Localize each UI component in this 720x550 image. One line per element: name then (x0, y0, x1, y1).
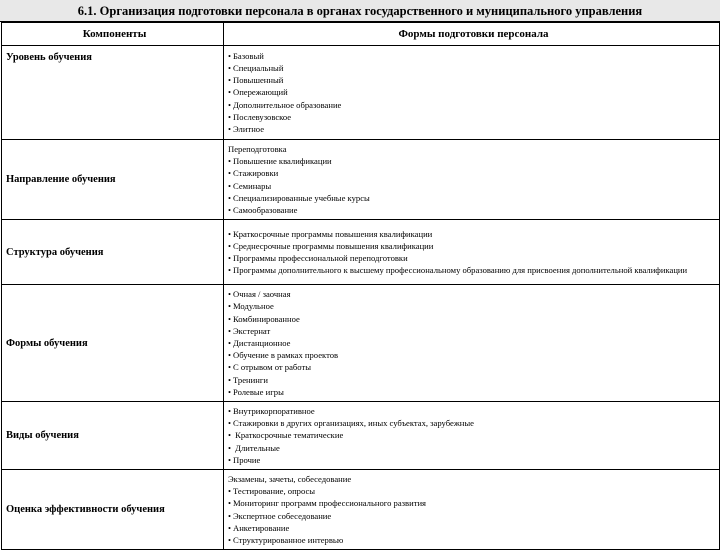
page-title: 6.1. Организация подготовки персонала в органах государственного и муниципального управления (0, 0, 720, 22)
list-item-text: Программы дополнительного к высшему профессиональному образованию для присвоения дополнительной квалификации (233, 265, 688, 276)
header-forms: Формы подготовки персонала (224, 23, 720, 46)
list-item-text: Мониторинг программ профессионального развития (233, 498, 427, 509)
list-item-text: Среднесрочные программы повышения квалификации (233, 241, 434, 252)
list-item-text: Семинары (233, 180, 272, 191)
table-row (2, 46, 720, 140)
list-item (228, 123, 719, 135)
list-item (228, 111, 719, 123)
list-item (228, 240, 719, 252)
list-item (228, 522, 719, 534)
table-row (2, 220, 720, 285)
training-forms-table (1, 22, 720, 550)
list-item (228, 288, 719, 300)
list-item (228, 454, 719, 466)
list-item (228, 264, 719, 276)
list-item-text: Специализированные учебные курсы (233, 192, 370, 203)
list-item (228, 155, 719, 167)
list-item-text: Стажировки (233, 168, 279, 179)
list-item (228, 417, 719, 429)
list-item-text: Дистанционное (233, 338, 291, 349)
list-item-text: Обучение в рамках проектов (233, 350, 339, 361)
list-item (228, 386, 719, 398)
list-item-text: Длительные (233, 442, 280, 453)
list-item-text: Прочие (233, 454, 261, 465)
list-item-text: Комбинированное (233, 313, 300, 324)
table-row (2, 140, 720, 220)
list-item-text: Анкетирование (233, 522, 290, 533)
list-item-text: Краткосрочные тематические (233, 430, 344, 441)
list-item (228, 485, 719, 497)
list-item-text: Переподготовка (228, 144, 287, 154)
component-cell: Структура обучения (2, 220, 224, 285)
list-item-text: Самообразование (233, 205, 298, 216)
list-item (228, 313, 719, 325)
list-item-text: Экзамены, зачеты, собеседование (228, 474, 352, 485)
list-item (228, 405, 719, 417)
list-item (228, 50, 719, 62)
list-item-text: Специальный (233, 62, 284, 73)
list-item-text: Экстернат (233, 325, 271, 336)
table-row (2, 285, 720, 402)
list-item (228, 349, 719, 361)
list-item-text: Программы профессиональной переподготовки (233, 253, 408, 264)
list-item-text: Тренинги (233, 374, 268, 385)
list-item (228, 62, 719, 74)
list-item (228, 180, 719, 192)
list-item (228, 337, 719, 349)
table-header-row (2, 23, 720, 46)
list-item (228, 99, 719, 111)
list-item (228, 534, 719, 546)
forms-cell (224, 220, 720, 285)
list-item (228, 325, 719, 337)
list-item (228, 86, 719, 98)
list-item-text: Повышенный (233, 75, 284, 86)
list-item-text: Внутрикорпоративное (233, 406, 315, 417)
component-cell: Уровень обучения (2, 46, 224, 140)
list-item-text: Дополнительное образование (233, 99, 342, 110)
table-body (2, 46, 720, 550)
list-item (228, 74, 719, 86)
component-cell: Оценка эффективности обучения (2, 470, 224, 550)
list-item-text: Экспертное собеседование (233, 510, 332, 521)
list-item (228, 361, 719, 373)
list-item (228, 167, 719, 179)
list-item-text: Базовый (233, 50, 264, 61)
header-components: Компоненты (2, 23, 224, 46)
list-item-text: Тестирование, опросы (233, 486, 316, 497)
list-item-text: Элитное (233, 124, 265, 134)
table-row (2, 402, 720, 470)
list-item (228, 300, 719, 312)
forms-cell (224, 470, 720, 550)
list-item-text: Структурированное интервью (233, 535, 344, 546)
list-item (228, 497, 719, 509)
component-cell: Виды обучения (2, 402, 224, 470)
list-item-text: Очная / заочная (233, 289, 291, 300)
forms-cell (224, 402, 720, 470)
list-item (228, 228, 719, 240)
list-item-text: С отрывом от работы (233, 362, 311, 373)
list-item (228, 204, 719, 216)
component-cell: Формы обучения (2, 285, 224, 402)
list-item-text: Краткосрочные программы повышения квалификации (233, 228, 433, 239)
list-item-text: Модульное (233, 301, 274, 312)
list-item (228, 192, 719, 204)
list-item (228, 429, 719, 441)
list-item-text: Опережающий (233, 87, 288, 98)
forms-cell (224, 46, 720, 140)
list-item (228, 473, 719, 485)
table-row (2, 470, 720, 550)
list-item (228, 442, 719, 454)
list-item-text: Повышение квалификации (233, 156, 332, 167)
forms-cell (224, 285, 720, 402)
list-item-text: Ролевые игры (233, 386, 284, 397)
list-item (228, 252, 719, 264)
list-item (228, 143, 719, 155)
list-item (228, 374, 719, 386)
list-item-text: Послевузовское (233, 111, 292, 122)
component-cell: Направление обучения (2, 140, 224, 220)
forms-cell (224, 140, 720, 220)
list-item-text: Стажировки в других организациях, иных субъектах, зарубежные (233, 418, 474, 429)
list-item (228, 510, 719, 522)
